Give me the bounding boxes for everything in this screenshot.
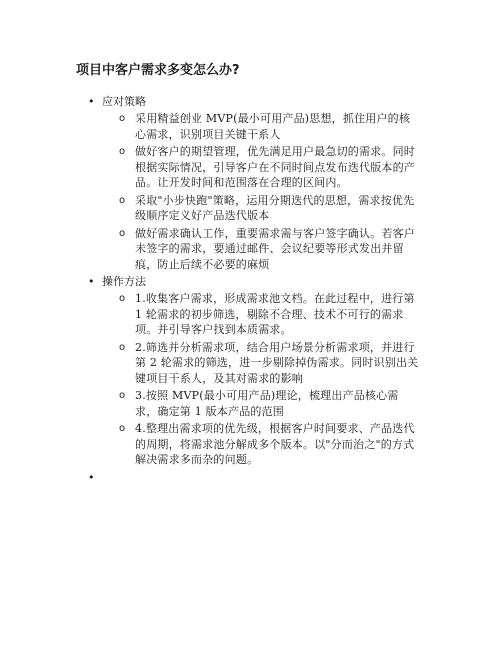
list-item: o 做好需求确认工作，重要需求需与客户签字确认。若客户未签字的需求，要通过邮件、会议纪要等形式发出并留痕，防止后续不必要的麻烦 [119,226,419,273]
outline-list [88,94,448,487]
list-item: o 2.筛选并分析需求项，结合用户场景分析需求项，并进行第 2 轮需求的筛选，进一步剔除掉伪需求。同时识别出关键项目干系人，及其对需求的影响 [119,340,419,387]
section-method [88,274,448,468]
page-title: 项目中客户需求多变怎么办? [76,63,240,78]
strategy-list [119,111,419,272]
list-item: o 采用精益创业 MVP(最小可用产品)思想，抓住用户的核心需求，识别项目关键干系人 [119,111,419,142]
section-label-strategy: • 应对策略 [102,95,146,108]
empty-bullet [88,470,448,485]
method-list [119,291,419,468]
list-item: o 4.整理出需求项的优先级，根据客户时间要求、产品迭代的周期，将需求池分解成多个版本。以"分而治之"的方式解决需求多而杂的问题。 [119,421,419,468]
list-item: o 做好客户的期望管理，优先满足用户最急切的需求。同时根据实际情况，引导客户在不同时间点发布迭代版本的产品。让开发时间和范围落在合理的区间内。 [119,144,419,191]
list-item: o 采取"小步快跑"策略，运用分期迭代的思想，需求按优先级顺序定义好产品迭代版本 [119,193,419,224]
list-item: o 1.收集客户需求，形成需求池文档。在此过程中，进行第 1 轮需求的初步筛选，剔除不合理、技术不可行的需求项。并引导客户找到本质需求。 [119,291,419,338]
list-item: o 3.按照 MVP(最小可用产品)理论，梳理出产品核心需求，确定第 1 版本产品的范围 [119,388,419,419]
section-strategy [88,94,448,272]
section-label-method: • 操作方法 [102,275,146,288]
